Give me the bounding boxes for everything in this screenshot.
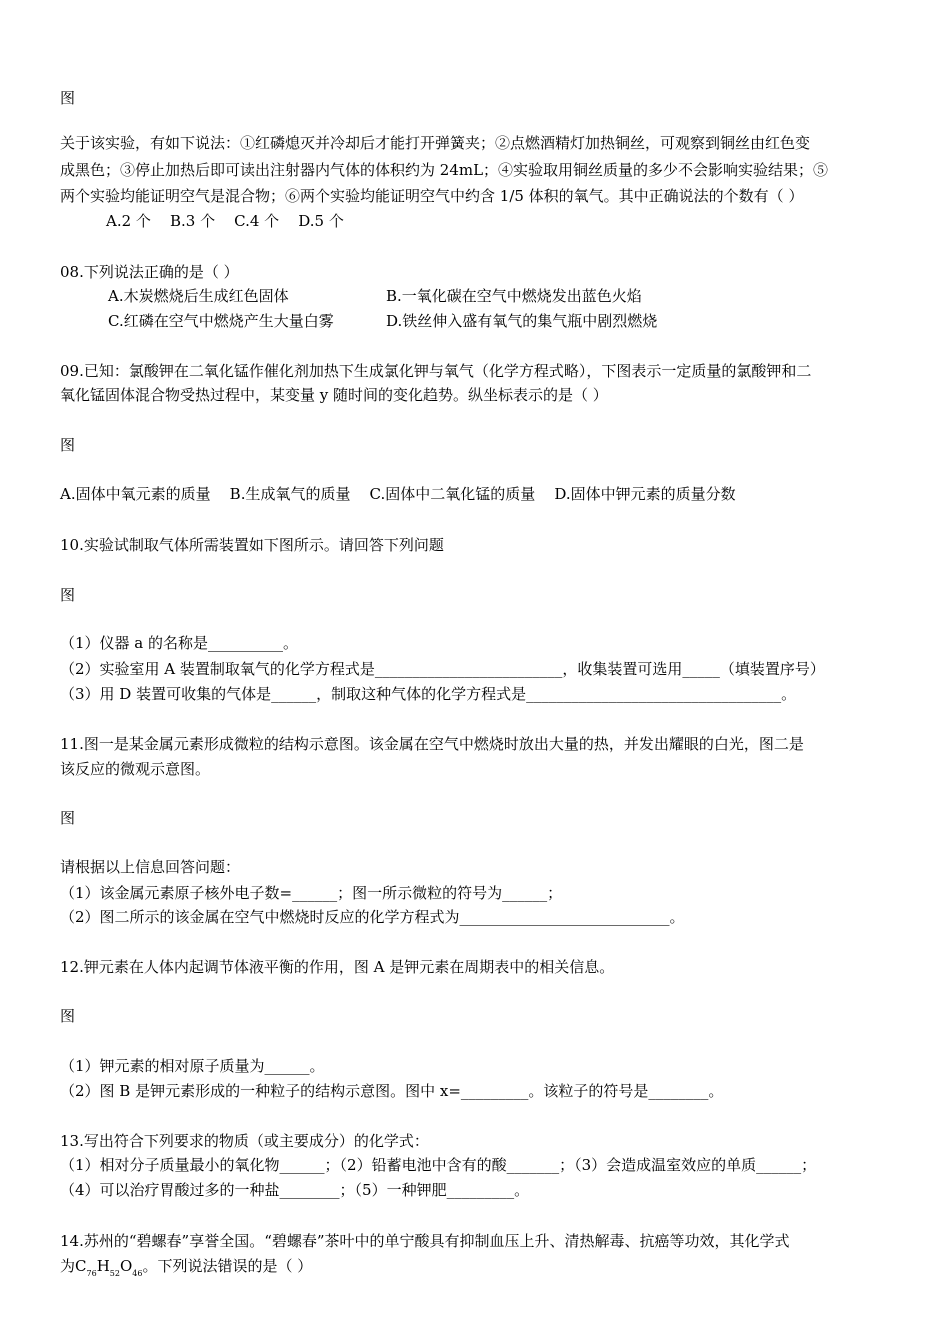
q14-text-line-2 [60,1256,312,1279]
q08-option-d: D.铁丝伸入盛有氧气的集气瓶中剧烈燃烧 [386,312,658,330]
q07-text-line-3: 两个实验均能证明空气是混合物；⑥两个实验均能证明空气中约含 1/5 体积的氧气。其中正确说法的个数有（ ） [60,187,804,205]
formula-h: H [96,1257,110,1275]
q09-text-line-2: 氧化锰固体混合物受热过程中，某变量 y 随时间的变化趋势。纵坐标表示的是（ ） [60,386,608,404]
q11-part-1: （1）该金属元素原子核外电子数=______；图一所示微粒的符号为______； [60,884,563,902]
q13-stem: 13.写出符合下列要求的物质（或主要成分）的化学式： [60,1132,429,1150]
figure-placeholder-1: 图 [60,89,76,107]
q10-part-1: （1）仪器 a 的名称是__________。 [60,634,299,652]
q14-prefix: 为 [60,1257,76,1275]
q07-text-line-1: 关于该实验，有如下说法：①红磷熄灭并冷却后才能打开弹簧夹；②点燃酒精灯加热铜丝，可观察到铜丝由红色变 [60,134,811,152]
q12-part-1: （1）钾元素的相对原子质量为______。 [60,1057,325,1075]
q07-options: A.2 个 B.3 个 C.4 个 D.5 个 [106,212,344,230]
q13-part-2: （4）可以治疗胃酸过多的一种盐________；（5）一种钾肥_________。 [60,1181,530,1199]
q10-stem: 10.实验试制取气体所需装置如下图所示。请回答下列问题 [60,536,444,554]
figure-placeholder-3: 图 [60,586,76,604]
figure-placeholder-5: 图 [60,1007,76,1025]
q11-intro: 请根据以上信息回答问题： [60,858,241,876]
q08-option-b: B.一氧化碳在空气中燃烧发出蓝色火焰 [386,287,642,305]
figure-placeholder-4: 图 [60,809,76,827]
q12-stem: 12.钾元素在人体内起调节体液平衡的作用，图 A 是钾元素在周期表中的相关信息。 [60,958,615,976]
formula-h-subscript: 52 [109,1269,120,1278]
q13-part-1: （1）相对分子质量最小的氧化物______；（2）铅蓄电池中含有的酸_______；（3）会造成温室效应的单质______； [60,1156,817,1174]
q14-text-line-1: 14.苏州的“碧螺春”享誉全国。“碧螺春”茶叶中的单宁酸具有抑制血压上升、清热解毒、抗癌等功效，其化学式 [60,1232,790,1250]
formula-c-subscript: 76 [86,1269,97,1278]
formula-c: C [75,1257,87,1275]
q14-suffix: 。下列说法错误的是（ ） [142,1257,313,1275]
q10-part-2: （2）实验室用 A 装置制取氧气的化学方程式是_________________________，收集装置可选用_____（填装置序号） [60,660,825,678]
q07-text-line-2: 成黑色；③停止加热后即可读出注射器内气体的体积约为 24mL；④实验取用铜丝质量的多少不会影响实验结果；⑤ [60,161,829,179]
q10-part-3: （3）用 D 装置可收集的气体是______，制取这种气体的化学方程式是__________________________________。 [60,685,797,703]
q12-part-2: （2）图 B 是钾元素形成的一种粒子的结构示意图。图中 x=_________。该粒子的符号是________。 [60,1082,724,1100]
q11-part-2: （2）图二所示的该金属在空气中燃烧时反应的化学方程式为____________________________。 [60,908,685,926]
q11-text-line-1: 11.图一是某金属元素形成微粒的结构示意图。该金属在空气中燃烧时放出大量的热，并发出耀眼的白光，图二是 [60,735,804,753]
q08-stem: 08.下列说法正确的是（ ） [60,263,239,281]
q08-option-a: A.木炭燃烧后生成红色固体 [108,287,289,305]
q11-text-line-2: 该反应的微观示意图。 [60,760,211,778]
q09-options: A.固体中氧元素的质量 B.生成氧气的质量 C.固体中二氧化锰的质量 D.固体中钾元素的质量分数 [60,485,736,503]
q09-text-line-1: 09.已知：氯酸钾在二氧化锰作催化剂加热下生成氯化钾与氧气（化学方程式略），下图表示一定质量的氯酸钾和二 [60,362,812,380]
figure-placeholder-2: 图 [60,436,76,454]
formula-o: O [119,1257,133,1275]
q08-option-c: C.红磷在空气中燃烧产生大量白雾 [108,312,334,330]
formula-o-subscript: 46 [132,1269,143,1278]
